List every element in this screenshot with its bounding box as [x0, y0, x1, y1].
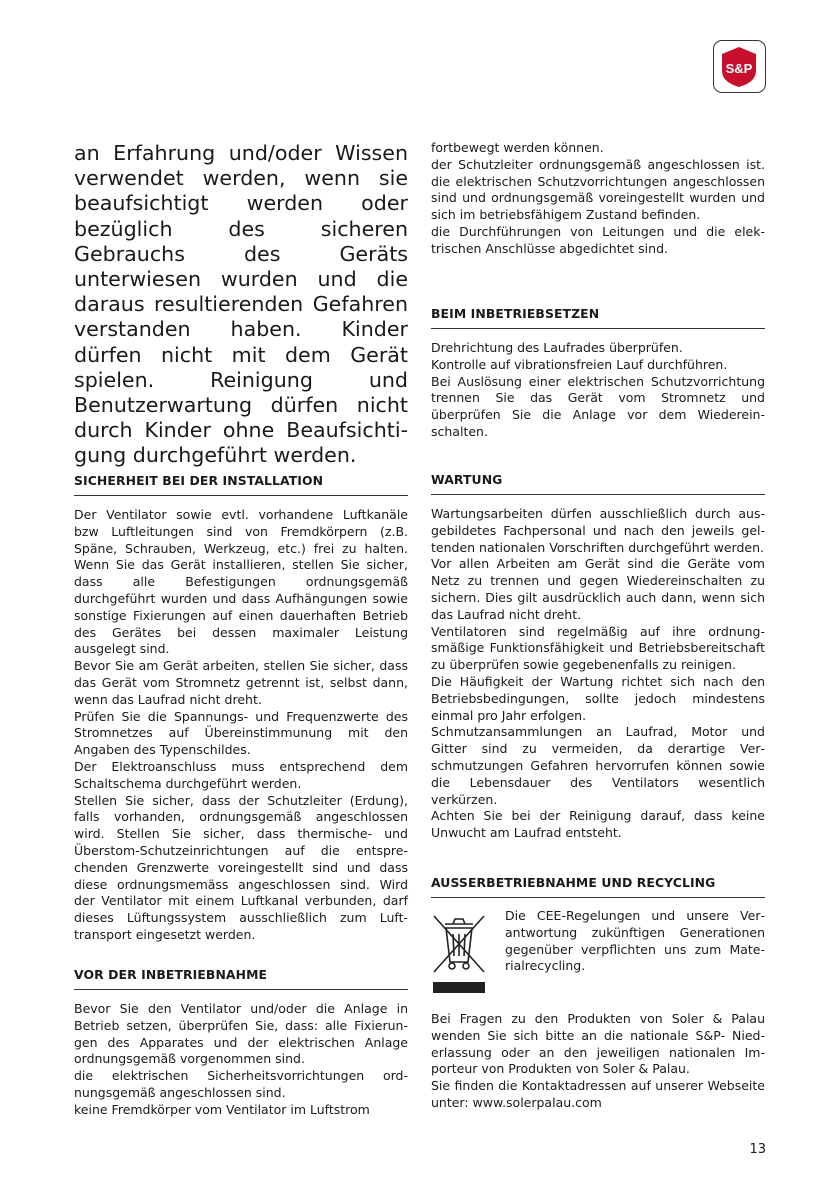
commissioning-heading: BEIM INBETRIEBSETZEN: [431, 306, 765, 329]
installation-paragraph: Der Elektroanschluss muss entsprechend dem Schaltschema durchgeführt werden.: [74, 758, 408, 791]
maintenance-body: [431, 506, 765, 842]
maintenance-paragraph: Ventilatoren sind regelmäßig auf ihre ordnungsmäßige Funktionsfähigkeit und Betriebsbereitschaft zu überprüfen sowie gegebenenfalls zu reinigen.: [431, 623, 765, 673]
recycling-body: [431, 1011, 765, 1112]
logo-graphic: [714, 41, 764, 91]
installation-paragraph: Bevor Sie am Gerät arbeiten, stellen Sie sicher, dass das Gerät vom Stromnetz getrennt ist, selbst dann, wenn das Laufrad nicht dreht.: [74, 658, 408, 707]
before-commissioning-body: [74, 1001, 408, 1119]
recycling-paragraph: Sie finden die Kontaktadressen auf unserer Webseite unter: www.solerpalau.com: [431, 1078, 765, 1110]
commissioning-body: [431, 340, 765, 441]
page-number: 13: [749, 1142, 766, 1157]
maintenance-heading: WARTUNG: [431, 472, 765, 495]
installation-paragraph: Prüfen Sie die Spannungs- und Frequenzwerte des Stromnetzes auf Übereinstimmunung mit den Angaben des Typenschildes.: [74, 708, 408, 758]
commissioning-paragraph: Kontrolle auf vibrationsfreien Lauf durchführen.: [431, 356, 728, 372]
maintenance-paragraph: Die Häufigkeit der Wartung richtet sich nach den Betriebsbedingungen, sollte jedoch mindestens einmal pro Jahr erfolgen.: [431, 673, 765, 723]
before-commissioning-paragraph: keine Fremdkörper vom Ventilator im Luftstrom: [74, 1101, 370, 1117]
continuation-paragraph: der Schutzleiter ordnungsgemäß angeschlossen ist. die elektrischen Schutzvorrichtungen angeschlossen sind und ordnungsgemäß voreingestellt wurden und sich im betriebsfähigem Zustand befinden.: [431, 156, 765, 223]
commissioning-paragraph: Bei Auslösung einer elektrischen Schutzvorrichtung trennen Sie das Gerät vom Stromnetz und überprüfen Sie die Anlage vor dem Wiedereinschalten.: [431, 373, 765, 439]
commissioning-paragraph: Drehrichtung des Laufrades überprüfen.: [431, 340, 683, 355]
maintenance-paragraph: Vor allen Arbeiten am Gerät sind die Geräte vom Netz zu trennen und gegen Wiedereinschalten zu sichern. Dies gilt ausdrücklich auch dann, wenn sich das Laufrad nicht dreht.: [431, 556, 765, 622]
maintenance-paragraph: Achten Sie bei der Reinigung darauf, dass keine Unwucht am Laufrad entsteht.: [431, 808, 765, 841]
recycling-paragraph: Bei Fragen zu den Produkten von Soler & Palau wenden Sie sich bitte an die nationale S&P- Niederlassung oder an den jeweiligen nationalen Importeur von Produkten von Soler & Palau.: [431, 1011, 765, 1077]
continuation-paragraph: fortbewegt werden können.: [431, 140, 604, 155]
installation-heading: SICHERHEIT BEI DER INSTALLATION: [74, 473, 408, 496]
logo-text: S&P: [725, 61, 753, 76]
before-commissioning-paragraph: die elektrischen Sicherheitsvorrichtungen ordnungsgemäß angeschlossen sind.: [74, 1068, 408, 1100]
before-commissioning-heading: VOR DER INBETRIEBNAHME: [74, 967, 408, 990]
recycling-heading: AUSSERBETRIEBNAHME UND RECYCLING: [431, 875, 765, 898]
maintenance-paragraph: Schmutzansammlungen an Laufrad, Motor und Gitter sind zu vermeiden, da derartige Verschmutzungen Gefahren hervorrufen können sowie die Lebensdauer des Ventilators wesentlich verkürzen.: [431, 724, 765, 807]
weee-bin-icon: [431, 910, 487, 994]
weee-text: Die CEE-Regelungen und unsere Verantwortung zukünftigen Generationen gegenüber verpflichten uns zum Materialrecycling.: [505, 908, 765, 974]
continuation-paragraph: die Durchführungen von Leitungen und die elektrischen Anschlüsse abgedichtet sind.: [431, 223, 765, 256]
before-commissioning-paragraph: Bevor Sie den Ventilator und/oder die Anlage in Betrieb setzen, überprüfen Sie, dass: alle Fixierungen des Apparates und der elektrischen Anlage ordnungsgemäß vorgenommen sind.: [74, 1001, 408, 1067]
installation-paragraph: Der Ventilator sowie evtl. vorhandene Luftkanäle bzw Luftleitungen sind von Fremdkörpern (z.B. Späne, Schrauben, Werkzeug, etc.) frei zu halten. Wenn Sie das Gerät installieren, stellen Sie sicher, dass alle Befestigungen ordnungsgemäß durchgeführt wurden und dass Aufhängungen sowie sonstige Fixierungen auf einen dauerhaften Betrieb des Gerätes bei dessen maximaler Leistung ausgelegt sind.: [74, 507, 408, 657]
continuation-body: [431, 140, 765, 258]
brand-logo: [713, 40, 766, 93]
installation-paragraph: Stellen Sie sicher, dass der Schutzleiter (Erdung), falls vorhanden, ordnungsgemäß angeschlossen wird. Stellen Sie sicher, dass thermische- und Überstom-Schutzeinrichtungen auf die entsprechenden Grenzwerte voreingestellt sind und dass diese ordnungsmemäss angeschlossen sind. Wird der Ventilator mit einem Luftkanal verbunden, darf dieses Lüftungssystem ausschließlich zum Lufttransport eingesetzt werden.: [74, 792, 408, 942]
maintenance-paragraph: Wartungsarbeiten dürfen ausschließlich durch ausgebildetes Fachpersonal und nach den jeweils geltenden nationalen Vorschriften durchgeführt werden.: [431, 506, 765, 555]
installation-body: [74, 507, 408, 944]
intro-text: an Erfahrung und/oder Wissen verwendet werden, wenn sie beaufsichtigt werden oder bezüglich des sicheren Gebrauchs des Geräts unterwiesen wurden und die daraus resultierenden Gefahren verstanden haben. Kinder dürfen nicht mit dem Gerät spielen. Reinigung und Benutzerwartung dürfen nicht durch Kinder ohne Beaufsichtigung durchgeführt werden.: [74, 141, 408, 468]
